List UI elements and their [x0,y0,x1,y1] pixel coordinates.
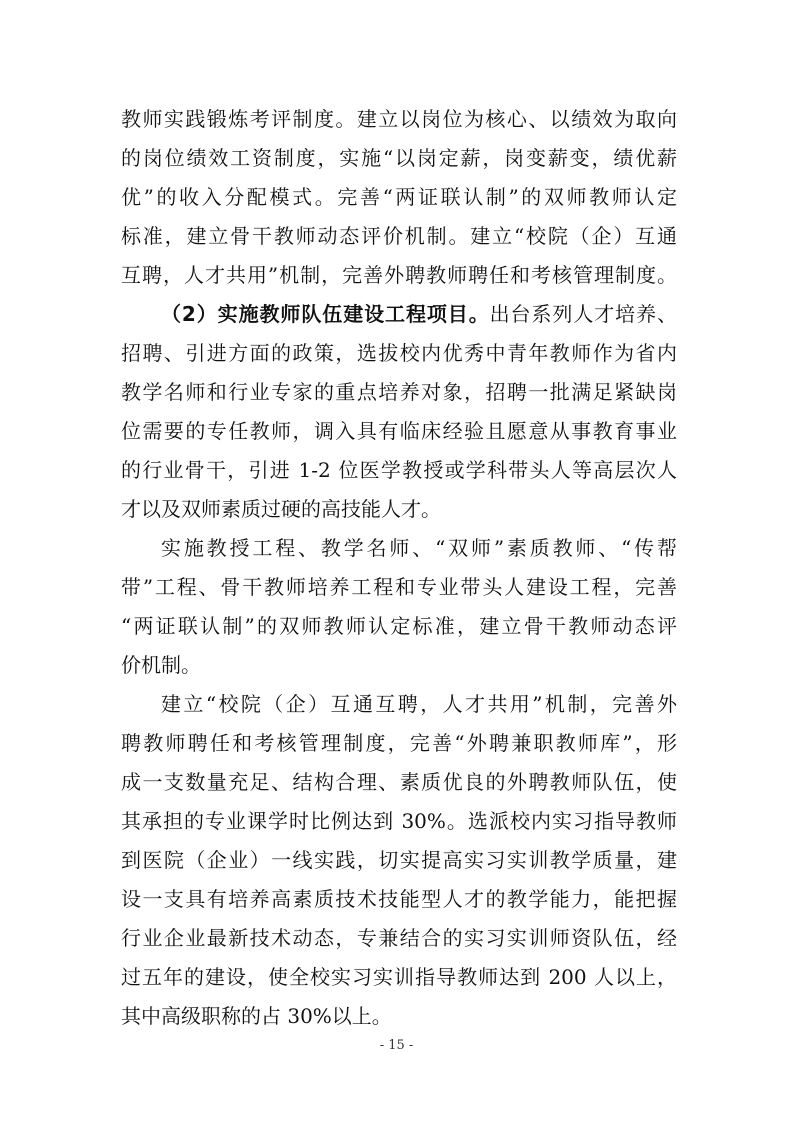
text-line: 的岗位绩效工资制度，实施“以岗定薪，岗变薪变，绩优薪 [121,146,677,170]
paragraph [121,295,677,529]
text-line: 互聘，人才共用”机制，完善外聘教师聘任和考核管理制度。 [121,263,677,287]
text-line: 其中高级职称的占 30%以上。 [121,1004,392,1028]
paragraph [121,529,677,685]
text-line: 其承担的专业课学时比例达到 30%。选派校内实习指导教师 [121,809,677,833]
text-line [121,295,677,334]
text-line: 招聘、引进方面的政策，选拔校内优秀中青年教师作为省内 [121,341,677,365]
text-line: 标准，建立骨干教师动态评价机制。建立“校院（企）互通 [121,224,677,248]
text-line: 实施教授工程、教学名师、“双师”素质教师、“传帮 [161,536,677,560]
text-fragment: 出台系列人才培养、 [489,302,677,326]
page-number: - 15 - [379,1038,414,1053]
text-line: 带”工程、骨干教师培养工程和专业带头人建设工程，完善 [121,575,677,599]
text-line: “两证联认制”的双师教师认定标准，建立骨干教师动态评 [121,614,677,638]
text-line: 教学名师和行业专家的重点培养对象，招聘一批满足紧缺岗 [121,380,677,404]
section-heading: （2）实施教师队伍建设工程项目。 [161,302,490,326]
text-line: 聘教师聘任和考核管理制度，完善“外聘兼职教师库”，形 [121,731,677,755]
paragraph [121,685,677,1036]
text-line: 成一支数量充足、结构合理、素质优良的外聘教师队伍，使 [121,770,677,794]
text-line: 教师实践锻炼考评制度。建立以岗位为核心、以绩效为取向 [121,107,677,131]
text-line: 价机制。 [121,653,201,677]
text-line: 才以及双师素质过硬的高技能人才。 [121,497,441,521]
text-line: 位需要的专任教师，调入具有临床经验且愿意从事教育事业 [121,419,677,443]
text-line: 过五年的建设，使全校实习实训指导教师达到 200 人以上， [121,965,677,989]
text-line: 设一支具有培养高素质技术技能型人才的教学能力，能把握 [121,887,677,911]
text-line: 优”的收入分配模式。完善“两证联认制”的双师教师认定 [121,185,677,209]
paragraph [121,100,677,295]
text-line: 建立“校院（企）互通互聘，人才共用”机制，完善外 [161,692,677,716]
text-line: 到医院（企业）一线实践，切实提高实习实训教学质量，建 [121,848,677,872]
document-body [121,100,677,1036]
text-line: 的行业骨干，引进 1-2 位医学教授或学科带头人等高层次人 [121,458,677,482]
text-line: 行业企业最新技术动态，专兼结合的实习实训师资队伍，经 [121,926,677,950]
